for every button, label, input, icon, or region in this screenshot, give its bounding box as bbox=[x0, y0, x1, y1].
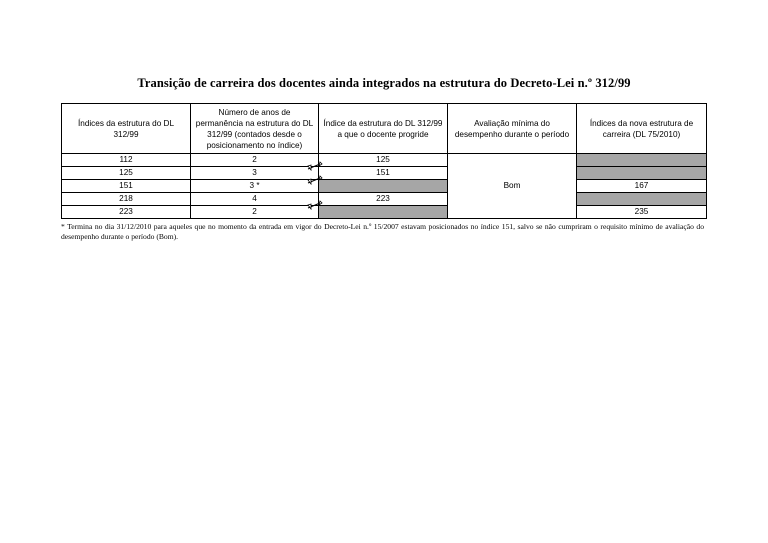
cell-years: 3 bbox=[191, 167, 319, 180]
cell-index: 223 bbox=[62, 206, 191, 219]
cell-new-index bbox=[577, 193, 707, 206]
table-row bbox=[62, 180, 707, 193]
cell-index: 218 bbox=[62, 193, 191, 206]
cell-progress bbox=[319, 206, 448, 219]
connector-arrow-icon bbox=[307, 175, 323, 185]
header-min-evaluation: Avaliação mínima do desempenho durante o período bbox=[448, 104, 577, 154]
table-header-row bbox=[62, 104, 707, 154]
cell-progress bbox=[319, 180, 448, 193]
header-new-indices: Índices da nova estrutura de carreira (DL 75/2010) bbox=[577, 104, 707, 154]
header-years-permanence: Número de anos de permanência na estrutura do DL 312/99 (contados desde o posicionamento no índice) bbox=[191, 104, 319, 154]
table-row bbox=[62, 167, 707, 180]
cell-index: 125 bbox=[62, 167, 191, 180]
cell-new-index bbox=[577, 167, 707, 180]
footnote: * Termina no dia 31/12/2010 para aqueles que no momento da entrada em vigor do Decreto-Lei n.º 15/2007 estavam posicionados no índice 151, salvo se não cumpriram o requisito mínimo de avaliação do desempenho durante o período (Bom). bbox=[61, 222, 704, 241]
header-progress-index: Índice da estrutura do DL 312/99 a que o docente progride bbox=[319, 104, 448, 154]
header-indices-dl312: Índices da estrutura do DL 312/99 bbox=[62, 104, 191, 154]
cell-progress: 125 bbox=[319, 154, 448, 167]
career-transition-table bbox=[61, 103, 707, 219]
cell-new-index: 167 bbox=[577, 180, 707, 193]
connector-arrow-icon bbox=[307, 161, 323, 171]
cell-evaluation: Bom bbox=[448, 154, 577, 219]
cell-progress: 223 bbox=[319, 193, 448, 206]
table-row bbox=[62, 193, 707, 206]
cell-index: 112 bbox=[62, 154, 191, 167]
document-title: Transição de carreira dos docentes ainda integrados na estrutura do Decreto-Lei n.º 312/99 bbox=[137, 76, 631, 90]
cell-years: 4 bbox=[191, 193, 319, 206]
cell-years: 3 * bbox=[191, 180, 319, 193]
cell-index: 151 bbox=[62, 180, 191, 193]
cell-years: 2 bbox=[191, 206, 319, 219]
connector-arrow-icon bbox=[307, 200, 323, 210]
table-row bbox=[62, 206, 707, 219]
table-row bbox=[62, 154, 707, 167]
cell-new-index: 235 bbox=[577, 206, 707, 219]
cell-progress: 151 bbox=[319, 167, 448, 180]
cell-new-index bbox=[577, 154, 707, 167]
cell-years: 2 bbox=[191, 154, 319, 167]
